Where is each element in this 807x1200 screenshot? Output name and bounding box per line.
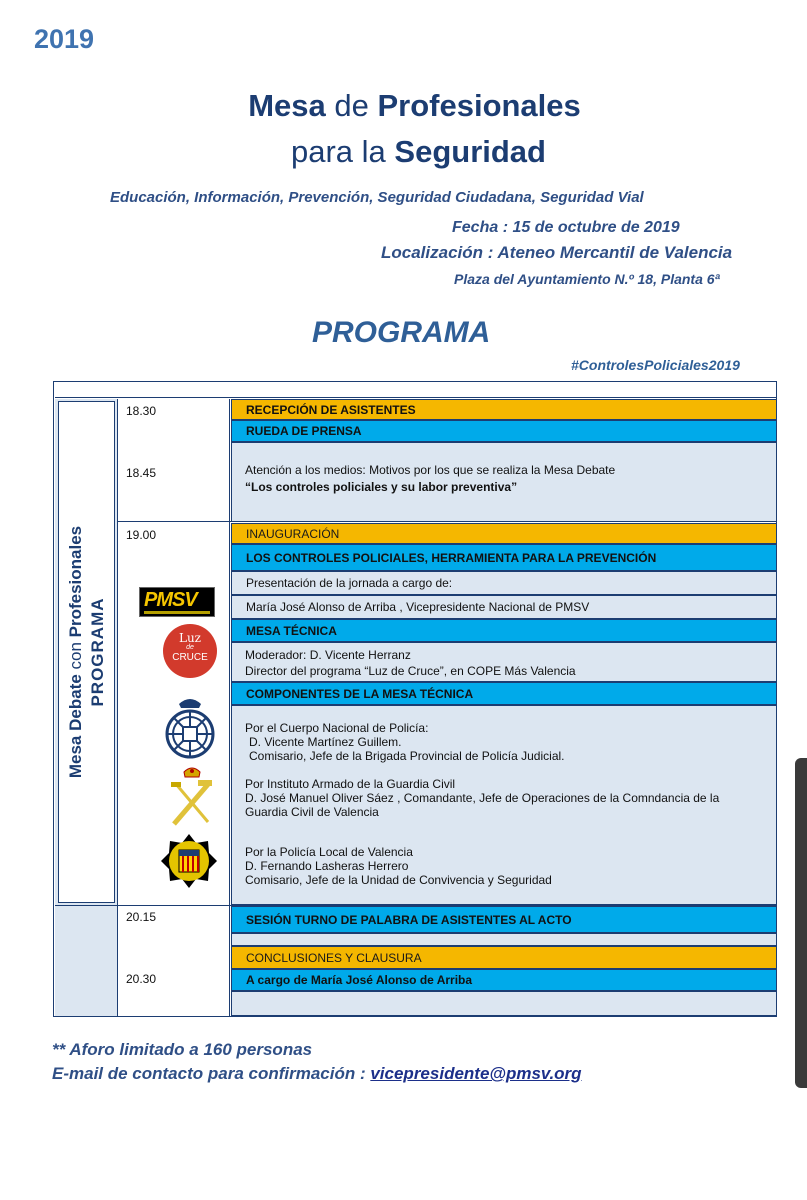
bar-a-cargo: A cargo de María José Alonso de Arriba [231, 969, 777, 991]
text-cnp-3: Comisario, Jefe de la Brigada Provincial de Policía Judicial. [249, 749, 565, 763]
text-gc-1: Por Instituto Armado de la Guardia Civil [245, 777, 456, 791]
time-1830: 18.30 [126, 404, 157, 418]
contact-label: E-mail de contacto para confirmación : [52, 1064, 371, 1083]
subtitle: Educación, Información, Prevención, Seguridad Ciudadana, Seguridad Vial [110, 189, 644, 206]
side-caption-con: con [65, 637, 85, 675]
time-1900: 19.00 [126, 528, 157, 542]
side-caption-mesa-debate: Mesa Debate [65, 674, 85, 779]
bar-recepcion: RECEPCIÓN DE ASISTENTES [231, 399, 777, 420]
luz-logo-word-luz: Luz [178, 631, 202, 645]
event-address: Plaza del Ayuntamiento N.º 18, Planta 6ª [454, 271, 720, 287]
title-word-mesa: Mesa [248, 88, 326, 123]
time-1845: 18.45 [126, 466, 157, 480]
contact-email-link[interactable]: vicepresidente@pmsv.org [370, 1064, 582, 1083]
policia-nacional-emblem-icon [163, 694, 217, 762]
guardia-civil-emblem-icon [168, 764, 216, 830]
side-caption [58, 401, 115, 903]
pmsv-logo-strip [144, 611, 210, 614]
bar-presentacion: Presentación de la jornada a cargo de: [231, 571, 777, 595]
title-word-seguridad: Seguridad [394, 134, 546, 169]
event-location: Localización : Ateneo Mercantil de Valencia [381, 243, 733, 262]
page-title-line1 [0, 88, 807, 124]
aforo-note: ** Aforo limitado a 160 personas [52, 1040, 313, 1059]
event-date: Fecha : 15 de octubre de 2019 [452, 219, 680, 236]
pmsv-logo [139, 587, 215, 617]
bar-inauguracion: INAUGURACIÓN [231, 523, 777, 544]
policia-local-valencia-emblem-icon [160, 833, 218, 889]
text-controles-quote: “Los controles policiales y su labor preventiva” [245, 480, 518, 494]
text-moderador: Moderador: D. Vicente Herranz [245, 648, 411, 662]
text-pl-3: Comisario, Jefe de la Unidad de Convivencia y Seguridad [245, 873, 552, 887]
bar-herramienta: LOS CONTROLES POLICIALES, HERRAMIENTA PARA LA PREVENCIÓN [231, 544, 777, 571]
text-cnp-2: D. Vicente Martínez Guillem. [249, 735, 402, 749]
contact-line [52, 1064, 582, 1084]
text-pl-2: D. Fernando Lasheras Herrero [245, 859, 409, 873]
cell-sesion-blank [231, 933, 777, 946]
text-atencion: Atención a los medios: Motivos por los que se realiza la Mesa Debate [245, 463, 616, 477]
text-director: Director del programa “Luz de Cruce”, en COPE Más Valencia [245, 664, 576, 678]
text-cnp-1: Por el Cuerpo Nacional de Policía: [245, 721, 429, 735]
column-divider [229, 399, 230, 1016]
bar-maria: María José Alonso de Arriba , Vicepresidente Nacional de PMSV [231, 595, 777, 619]
page-title-line2 [0, 134, 807, 170]
title-word-de: de [325, 88, 378, 123]
scrollbar-handle[interactable] [795, 758, 807, 1088]
luz-logo-word-de: de [186, 644, 194, 651]
time-2030: 20.30 [126, 972, 157, 986]
table-top-row [55, 383, 776, 398]
bar-sesion: SESIÓN TURNO DE PALABRA DE ASISTENTES AL ACTO [231, 906, 777, 933]
luz-logo-word-cruce: CRUCE [172, 652, 208, 663]
cell-final-blank [231, 991, 777, 1016]
bar-componentes: COMPONENTES DE LA MESA TÉCNICA [231, 682, 777, 705]
bar-mesa-tecnica: MESA TÉCNICA [231, 619, 777, 642]
time-2015: 20.15 [126, 910, 157, 924]
title-word-profesionales: Profesionales [377, 88, 581, 123]
hashtag: #ControlesPoliciales2019 [571, 357, 740, 373]
side-caption-programa: PROGRAMA [87, 597, 107, 707]
bar-rueda-prensa: RUEDA DE PRENSA [231, 420, 777, 442]
text-gc-2: D. José Manuel Oliver Sáez , Comandante, Jefe de Operaciones de la Comndancia de la [245, 791, 720, 805]
text-gc-3: Guardia Civil de Valencia [245, 805, 379, 819]
luz-de-cruce-logo [163, 624, 217, 678]
bar-conclusiones: CONCLUSIONES Y CLAUSURA [231, 946, 777, 969]
text-pl-1: Por la Policía Local de Valencia [245, 845, 413, 859]
programa-heading: PROGRAMA [312, 316, 491, 349]
side-caption-profesionales: Profesionales [65, 525, 85, 638]
pmsv-logo-text: PMSV [144, 589, 197, 611]
year-label: 2019 [34, 24, 95, 54]
title-word-para-la: para la [291, 134, 395, 169]
